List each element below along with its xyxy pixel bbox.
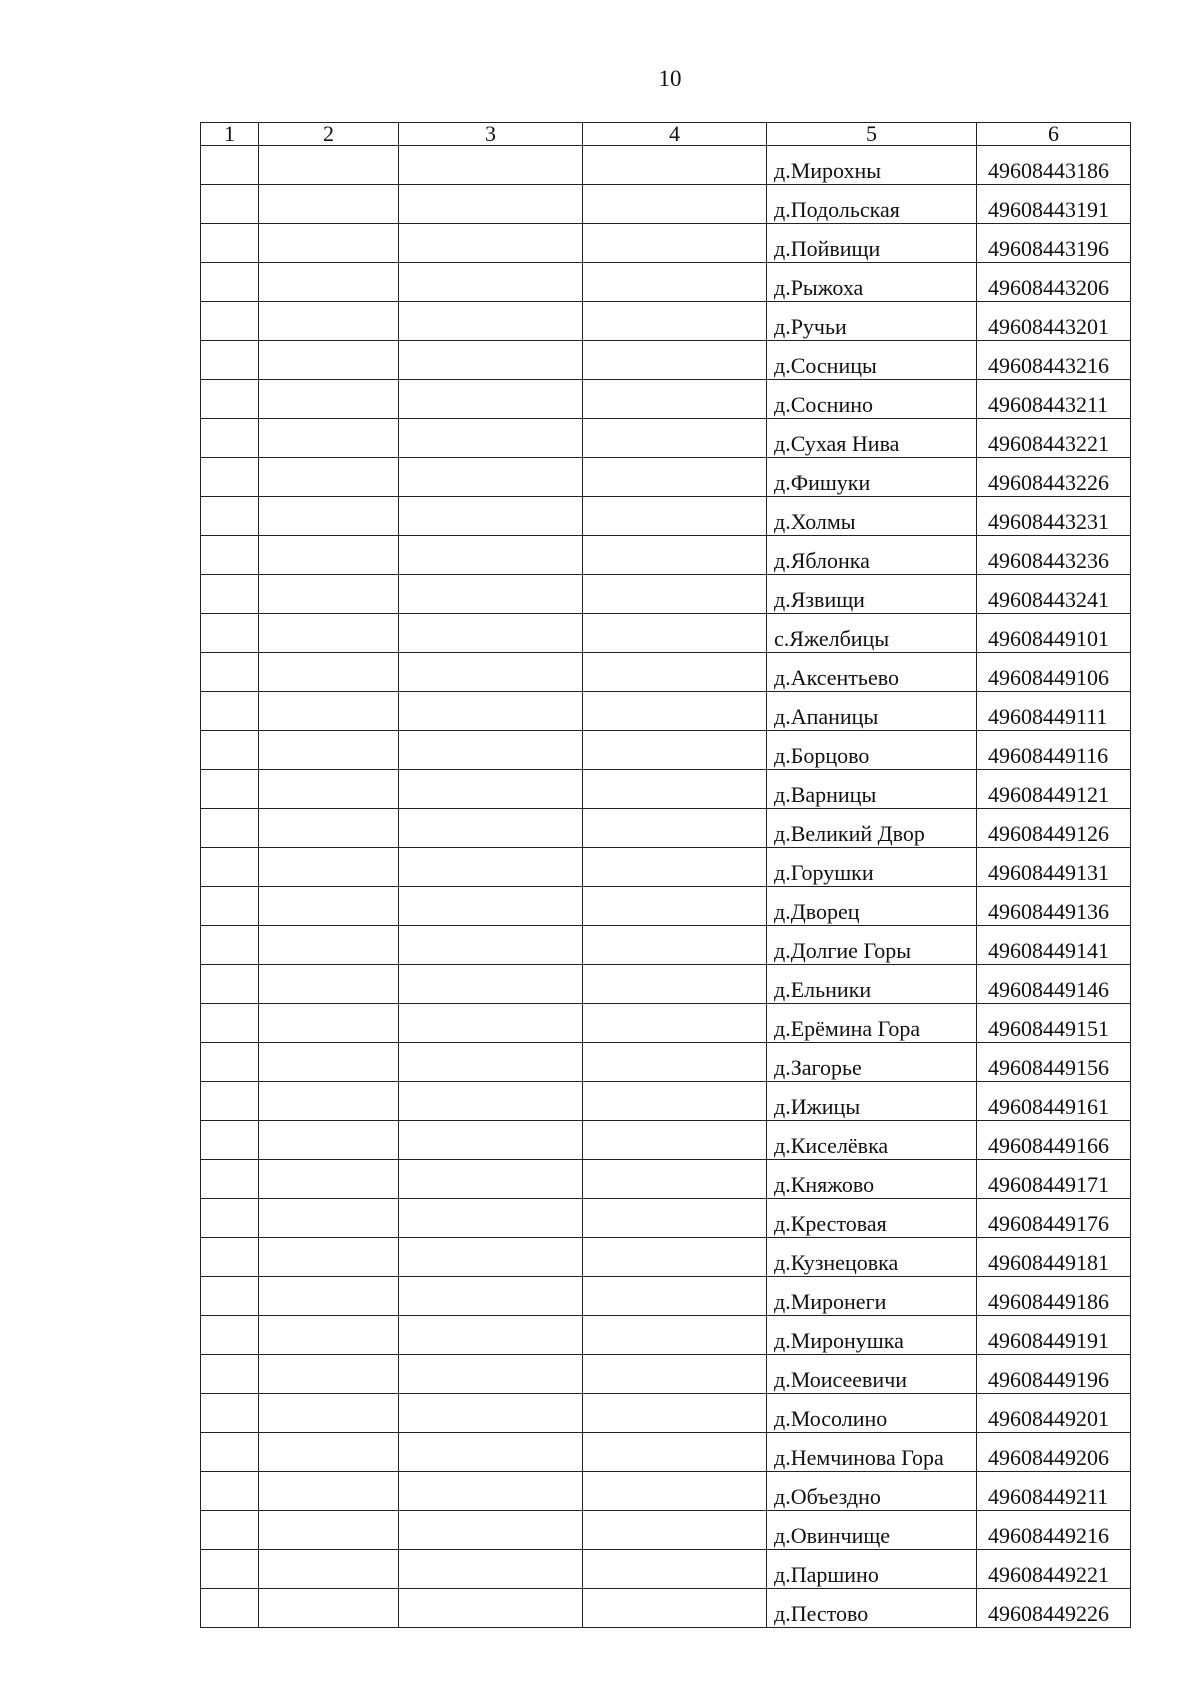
cell-col-3	[399, 1433, 583, 1472]
oktmo-code: 49608449166	[977, 1121, 1131, 1160]
cell-col-3	[399, 458, 583, 497]
settlement-name: д.Мосолино	[767, 1394, 977, 1433]
table-row	[201, 536, 1131, 575]
cell-col-4	[583, 224, 767, 263]
cell-col-2	[259, 380, 399, 419]
cell-col-1	[201, 1160, 259, 1199]
cell-col-2	[259, 1238, 399, 1277]
oktmo-code: 49608443221	[977, 419, 1131, 458]
cell-col-2	[259, 1160, 399, 1199]
oktmo-code: 49608449111	[977, 692, 1131, 731]
oktmo-code: 49608449146	[977, 965, 1131, 1004]
table-row	[201, 458, 1131, 497]
cell-col-4	[583, 1043, 767, 1082]
oktmo-code: 49608443211	[977, 380, 1131, 419]
oktmo-code: 49608443226	[977, 458, 1131, 497]
cell-col-1	[201, 1121, 259, 1160]
oktmo-code: 49608449101	[977, 614, 1131, 653]
settlement-name: д.Холмы	[767, 497, 977, 536]
cell-col-2	[259, 1355, 399, 1394]
table-row	[201, 185, 1131, 224]
cell-col-4	[583, 809, 767, 848]
cell-col-3	[399, 809, 583, 848]
cell-col-1	[201, 224, 259, 263]
cell-col-4	[583, 1511, 767, 1550]
settlement-name: д.Ручьи	[767, 302, 977, 341]
table-row	[201, 1589, 1131, 1628]
table-row	[201, 1277, 1131, 1316]
cell-col-1	[201, 653, 259, 692]
cell-col-1	[201, 1238, 259, 1277]
cell-col-3	[399, 1394, 583, 1433]
settlement-name: д.Немчинова Гора	[767, 1433, 977, 1472]
cell-col-1	[201, 809, 259, 848]
cell-col-3	[399, 1316, 583, 1355]
cell-col-4	[583, 458, 767, 497]
cell-col-3	[399, 146, 583, 185]
cell-col-3	[399, 1199, 583, 1238]
cell-col-4	[583, 653, 767, 692]
settlement-name: д.Кузнецовка	[767, 1238, 977, 1277]
cell-col-3	[399, 1511, 583, 1550]
settlement-name: д.Пестово	[767, 1589, 977, 1628]
cell-col-4	[583, 1004, 767, 1043]
oktmo-code: 49608449186	[977, 1277, 1131, 1316]
settlement-name: д.Княжово	[767, 1160, 977, 1199]
settlement-name: д.Долгие Горы	[767, 926, 977, 965]
table-row	[201, 341, 1131, 380]
settlement-name: д.Подольская	[767, 185, 977, 224]
cell-col-1	[201, 614, 259, 653]
page-number: 10	[658, 66, 682, 91]
cell-col-1	[201, 1472, 259, 1511]
cell-col-1	[201, 692, 259, 731]
cell-col-2	[259, 692, 399, 731]
cell-col-2	[259, 302, 399, 341]
cell-col-3	[399, 380, 583, 419]
cell-col-4	[583, 1355, 767, 1394]
cell-col-2	[259, 341, 399, 380]
cell-col-1	[201, 1355, 259, 1394]
table-row	[201, 1238, 1131, 1277]
cell-col-1	[201, 1004, 259, 1043]
cell-col-3	[399, 653, 583, 692]
oktmo-code: 49608449106	[977, 653, 1131, 692]
cell-col-1	[201, 458, 259, 497]
cell-col-1	[201, 926, 259, 965]
cell-col-4	[583, 1238, 767, 1277]
cell-col-3	[399, 848, 583, 887]
cell-col-1	[201, 419, 259, 458]
cell-col-1	[201, 1589, 259, 1628]
cell-col-2	[259, 926, 399, 965]
cell-col-3	[399, 1550, 583, 1589]
cell-col-3	[399, 1355, 583, 1394]
cell-col-2	[259, 1316, 399, 1355]
cell-col-1	[201, 1277, 259, 1316]
cell-col-2	[259, 848, 399, 887]
settlement-name: д.Крестовая	[767, 1199, 977, 1238]
column-number-3: 3	[399, 123, 583, 146]
cell-col-2	[259, 1121, 399, 1160]
table-row	[201, 1355, 1131, 1394]
column-number-2: 2	[259, 123, 399, 146]
cell-col-1	[201, 146, 259, 185]
cell-col-4	[583, 1550, 767, 1589]
cell-col-3	[399, 770, 583, 809]
cell-col-2	[259, 263, 399, 302]
oktmo-code: 49608443236	[977, 536, 1131, 575]
settlement-name: д.Варницы	[767, 770, 977, 809]
settlement-name: д.Пойвищи	[767, 224, 977, 263]
settlement-name: д.Борцово	[767, 731, 977, 770]
oktmo-code: 49608449196	[977, 1355, 1131, 1394]
oktmo-code: 49608449201	[977, 1394, 1131, 1433]
table-row	[201, 731, 1131, 770]
cell-col-3	[399, 497, 583, 536]
cell-col-1	[201, 497, 259, 536]
cell-col-2	[259, 1004, 399, 1043]
cell-col-2	[259, 146, 399, 185]
cell-col-3	[399, 575, 583, 614]
cell-col-4	[583, 1199, 767, 1238]
cell-col-2	[259, 653, 399, 692]
cell-col-2	[259, 1433, 399, 1472]
column-number-4: 4	[583, 123, 767, 146]
cell-col-2	[259, 1472, 399, 1511]
table-row	[201, 614, 1131, 653]
cell-col-3	[399, 1472, 583, 1511]
cell-col-3	[399, 614, 583, 653]
cell-col-2	[259, 1199, 399, 1238]
oktmo-code: 49608449161	[977, 1082, 1131, 1121]
table-row	[201, 1160, 1131, 1199]
table-row	[201, 926, 1131, 965]
cell-col-4	[583, 1316, 767, 1355]
oktmo-code: 49608449171	[977, 1160, 1131, 1199]
cell-col-3	[399, 965, 583, 1004]
oktmo-code: 49608443241	[977, 575, 1131, 614]
cell-col-1	[201, 731, 259, 770]
settlement-name: д.Мирохны	[767, 146, 977, 185]
cell-col-3	[399, 731, 583, 770]
cell-col-4	[583, 887, 767, 926]
cell-col-2	[259, 575, 399, 614]
settlement-name: д.Яблонка	[767, 536, 977, 575]
cell-col-4	[583, 770, 767, 809]
cell-col-4	[583, 614, 767, 653]
cell-col-4	[583, 1082, 767, 1121]
settlement-name: д.Сосницы	[767, 341, 977, 380]
cell-col-2	[259, 731, 399, 770]
column-number-1: 1	[201, 123, 259, 146]
cell-col-4	[583, 536, 767, 575]
cell-col-1	[201, 1394, 259, 1433]
settlement-name: д.Великий Двор	[767, 809, 977, 848]
cell-col-2	[259, 458, 399, 497]
cell-col-3	[399, 185, 583, 224]
oktmo-code: 49608449211	[977, 1472, 1131, 1511]
oktmo-code: 49608443231	[977, 497, 1131, 536]
cell-col-4	[583, 497, 767, 536]
cell-col-3	[399, 341, 583, 380]
table-row	[201, 224, 1131, 263]
column-number-row	[201, 123, 1131, 146]
cell-col-4	[583, 341, 767, 380]
oktmo-code: 49608449151	[977, 1004, 1131, 1043]
cell-col-3	[399, 887, 583, 926]
cell-col-1	[201, 848, 259, 887]
cell-col-1	[201, 1199, 259, 1238]
settlement-name: д.Ельники	[767, 965, 977, 1004]
settlement-name: д.Овинчище	[767, 1511, 977, 1550]
table-row	[201, 1316, 1131, 1355]
settlement-name: д.Объездно	[767, 1472, 977, 1511]
cell-col-4	[583, 731, 767, 770]
column-number-5: 5	[767, 123, 977, 146]
oktmo-code: 49608449191	[977, 1316, 1131, 1355]
table-row	[201, 1394, 1131, 1433]
settlement-name: д.Сухая Нива	[767, 419, 977, 458]
cell-col-3	[399, 536, 583, 575]
cell-col-3	[399, 1277, 583, 1316]
cell-col-2	[259, 1589, 399, 1628]
cell-col-2	[259, 1082, 399, 1121]
cell-col-1	[201, 536, 259, 575]
cell-col-4	[583, 419, 767, 458]
settlement-name: д.Загорье	[767, 1043, 977, 1082]
table-row	[201, 497, 1131, 536]
cell-col-1	[201, 1433, 259, 1472]
cell-col-2	[259, 1043, 399, 1082]
settlement-name: д.Ерёмина Гора	[767, 1004, 977, 1043]
table-row	[201, 809, 1131, 848]
table-row	[201, 1199, 1131, 1238]
oktmo-code: 49608449216	[977, 1511, 1131, 1550]
cell-col-1	[201, 887, 259, 926]
table-row	[201, 1082, 1131, 1121]
oktmo-code: 49608449221	[977, 1550, 1131, 1589]
settlement-name: д.Миронушка	[767, 1316, 977, 1355]
table-row	[201, 302, 1131, 341]
table-row	[201, 380, 1131, 419]
cell-col-1	[201, 1511, 259, 1550]
cell-col-4	[583, 146, 767, 185]
cell-col-4	[583, 1589, 767, 1628]
cell-col-1	[201, 380, 259, 419]
cell-col-3	[399, 1589, 583, 1628]
cell-col-4	[583, 692, 767, 731]
cell-col-3	[399, 224, 583, 263]
table-row	[201, 770, 1131, 809]
cell-col-3	[399, 419, 583, 458]
cell-col-2	[259, 497, 399, 536]
cell-col-2	[259, 1511, 399, 1550]
cell-col-2	[259, 614, 399, 653]
oktmo-code: 49608449131	[977, 848, 1131, 887]
cell-col-4	[583, 1394, 767, 1433]
table-row	[201, 965, 1131, 1004]
cell-col-1	[201, 575, 259, 614]
settlement-name: д.Фишуки	[767, 458, 977, 497]
table-row	[201, 692, 1131, 731]
cell-col-3	[399, 1238, 583, 1277]
cell-col-4	[583, 380, 767, 419]
cell-col-1	[201, 770, 259, 809]
settlement-name: д.Язвищи	[767, 575, 977, 614]
cell-col-2	[259, 965, 399, 1004]
cell-col-4	[583, 1472, 767, 1511]
oktmo-code: 49608443206	[977, 263, 1131, 302]
cell-col-1	[201, 302, 259, 341]
cell-col-3	[399, 1121, 583, 1160]
cell-col-4	[583, 185, 767, 224]
table-row	[201, 146, 1131, 185]
oktmo-code: 49608449181	[977, 1238, 1131, 1277]
table-row	[201, 887, 1131, 926]
settlement-name: д.Ижицы	[767, 1082, 977, 1121]
cell-col-2	[259, 224, 399, 263]
oktmo-code: 49608449176	[977, 1199, 1131, 1238]
cell-col-2	[259, 1277, 399, 1316]
oktmo-code: 49608443216	[977, 341, 1131, 380]
cell-col-1	[201, 1550, 259, 1589]
cell-col-1	[201, 341, 259, 380]
oktmo-code: 49608449116	[977, 731, 1131, 770]
cell-col-3	[399, 1160, 583, 1199]
oktmo-code: 49608443191	[977, 185, 1131, 224]
cell-col-2	[259, 536, 399, 575]
cell-col-4	[583, 575, 767, 614]
settlement-name: д.Апаницы	[767, 692, 977, 731]
settlement-name: д.Аксентьево	[767, 653, 977, 692]
cell-col-1	[201, 965, 259, 1004]
oktmo-code: 49608449121	[977, 770, 1131, 809]
cell-col-2	[259, 809, 399, 848]
cell-col-1	[201, 185, 259, 224]
cell-col-3	[399, 1004, 583, 1043]
cell-col-3	[399, 1082, 583, 1121]
cell-col-1	[201, 1043, 259, 1082]
settlement-name: д.Дворец	[767, 887, 977, 926]
oktmo-code: 49608443186	[977, 146, 1131, 185]
oktmo-code: 49608449226	[977, 1589, 1131, 1628]
table-row	[201, 1550, 1131, 1589]
cell-col-4	[583, 302, 767, 341]
table-row	[201, 1043, 1131, 1082]
cell-col-4	[583, 965, 767, 1004]
cell-col-4	[583, 1160, 767, 1199]
oktmo-code: 49608443201	[977, 302, 1131, 341]
cell-col-2	[259, 1550, 399, 1589]
oktmo-code: 49608449141	[977, 926, 1131, 965]
table-row	[201, 1511, 1131, 1550]
cell-col-2	[259, 185, 399, 224]
table-row	[201, 848, 1131, 887]
column-number-6: 6	[977, 123, 1131, 146]
cell-col-4	[583, 848, 767, 887]
settlement-name: д.Миронеги	[767, 1277, 977, 1316]
table-row	[201, 1121, 1131, 1160]
oktmo-code: 49608449136	[977, 887, 1131, 926]
cell-col-4	[583, 263, 767, 302]
cell-col-4	[583, 926, 767, 965]
cell-col-1	[201, 1316, 259, 1355]
cell-col-1	[201, 263, 259, 302]
oktmo-code: 49608443196	[977, 224, 1131, 263]
oktmo-code: 49608449156	[977, 1043, 1131, 1082]
cell-col-3	[399, 926, 583, 965]
cell-col-3	[399, 692, 583, 731]
cell-col-2	[259, 770, 399, 809]
settlement-name: с.Яжелбицы	[767, 614, 977, 653]
table-row	[201, 1004, 1131, 1043]
cell-col-2	[259, 887, 399, 926]
settlement-name: д.Киселёвка	[767, 1121, 977, 1160]
table-row	[201, 419, 1131, 458]
table-row	[201, 263, 1131, 302]
table-row	[201, 1433, 1131, 1472]
cell-col-2	[259, 419, 399, 458]
oktmo-code: 49608449206	[977, 1433, 1131, 1472]
settlement-table	[200, 122, 1131, 1628]
settlement-name: д.Рыжоха	[767, 263, 977, 302]
cell-col-4	[583, 1121, 767, 1160]
table-row	[201, 653, 1131, 692]
cell-col-1	[201, 1082, 259, 1121]
settlement-name: д.Моисеевичи	[767, 1355, 977, 1394]
cell-col-3	[399, 263, 583, 302]
cell-col-2	[259, 1394, 399, 1433]
settlement-name: д.Паршино	[767, 1550, 977, 1589]
cell-col-3	[399, 302, 583, 341]
table-row	[201, 575, 1131, 614]
settlement-name: д.Горушки	[767, 848, 977, 887]
cell-col-3	[399, 1043, 583, 1082]
cell-col-4	[583, 1277, 767, 1316]
cell-col-4	[583, 1433, 767, 1472]
settlement-name: д.Соснино	[767, 380, 977, 419]
table-body	[201, 123, 1131, 1628]
table-row	[201, 1472, 1131, 1511]
oktmo-code: 49608449126	[977, 809, 1131, 848]
